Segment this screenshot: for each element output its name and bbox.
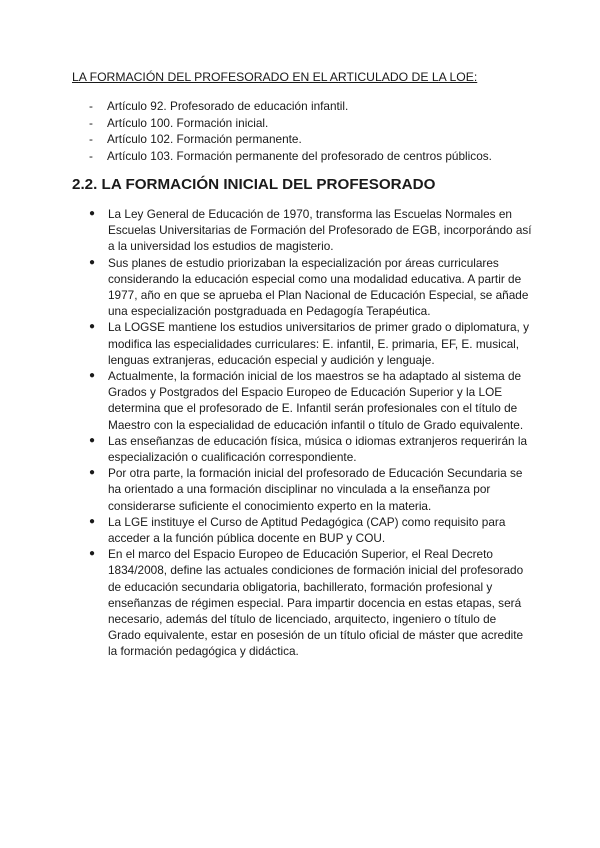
- list-item: [72, 319, 532, 368]
- list-item: [72, 98, 552, 115]
- bullet-text: En el marco del Espacio Europeo de Educación Superior, el Real Decreto 1834/2008, define las actuales condiciones de formación inicial del profesorado de educación secundaria obligatoria, bachillerato, formación profesional y enseñanzas de régimen especial. Para impartir docencia en estas etapas, será necesario, además del título de licenciado, arquitecto, ingeniero o título de Grado equivalente, estar en posesión de un título oficial de máster que acredite la formación pedagógica y didáctica.: [108, 547, 524, 659]
- article-text: Artículo 103. Formación permanente del profesorado de centros públicos.: [107, 148, 492, 163]
- articles-list: [72, 98, 552, 164]
- dash-marker: -: [89, 115, 93, 130]
- bullet-text: Las enseñanzas de educación física, música o idiomas extranjeros requerirán la especialización o cualificación correspondiente.: [108, 433, 528, 465]
- list-item: [72, 115, 552, 132]
- section-title: LA FORMACIÓN DEL PROFESORADO EN EL ARTICULADO DE LA LOE:: [72, 70, 478, 84]
- bullet-marker: ●: [89, 467, 96, 479]
- article-text: Artículo 100. Formación inicial.: [107, 115, 269, 130]
- dash-marker: -: [89, 132, 93, 147]
- bullet-text: La LOGSE mantiene los estudios universitarios de primer grado o diplomatura, y modifica las especialidades curriculares: E. infantil, E. primaria, EF, E. musical, lenguas extranjeras, educación especial y audición y lenguaje.: [108, 320, 529, 367]
- dash-marker: -: [89, 148, 93, 163]
- list-item: [72, 206, 532, 255]
- section-heading: 2.2. LA FORMACIÓN INICIAL DEL PROFESORADO: [72, 176, 436, 193]
- bullet-text: Actualmente, la formación inicial de los maestros se ha adaptado al sistema de Grados y Postgrados del Espacio Europeo de Educación Superior y la LOE determina que el profesorado de E. Infantil serán profesionales con el título de Maestro con la especialidad de educación infantil o título de Grado equivalente.: [108, 369, 524, 432]
- bullet-marker: ●: [89, 515, 96, 527]
- bullet-list: [72, 206, 532, 660]
- bullet-marker: ●: [89, 434, 96, 446]
- list-item: [72, 131, 552, 148]
- list-item: [72, 255, 532, 320]
- article-text: Artículo 92. Profesorado de educación infantil.: [107, 99, 349, 113]
- list-item: [72, 465, 532, 514]
- bullet-marker: ●: [89, 321, 96, 333]
- bullet-marker: ●: [89, 548, 96, 560]
- article-text: Artículo 102. Formación permanente.: [107, 132, 302, 147]
- list-item: [72, 148, 552, 165]
- dash-marker: -: [89, 99, 93, 113]
- bullet-text: La Ley General de Educación de 1970, transforma las Escuelas Normales en Escuelas Universitarias de Formación del Profesorado de EGB, incorporándo así a la universidad los estudios de magisterio.: [108, 207, 532, 254]
- list-item: [72, 433, 532, 465]
- bullet-marker: ●: [89, 208, 96, 219]
- list-item: [72, 368, 532, 433]
- list-item: [72, 546, 532, 659]
- bullet-text: La LGE instituye el Curso de Aptitud Pedagógica (CAP) como requisito para acceder a la función pública docente en BUP y COU.: [108, 514, 506, 546]
- bullet-marker: ●: [89, 370, 96, 382]
- list-item: [72, 514, 532, 546]
- bullet-text: Por otra parte, la formación inicial del profesorado de Educación Secundaria se ha orientado a una formación disciplinar no vinculada a la enseñanza por considerarse suficiente el conocimiento experto en la materia.: [108, 466, 523, 513]
- bullet-text: Sus planes de estudio priorizaban la especialización por áreas curriculares considerando la educación especial como una modalidad educativa. A partir de 1977, año en que se aprueba el Plan Nacional de Educación Especial, se añade una especialización postgraduada en Pedagogía Terapéutica.: [108, 255, 529, 319]
- bullet-marker: ●: [89, 256, 96, 268]
